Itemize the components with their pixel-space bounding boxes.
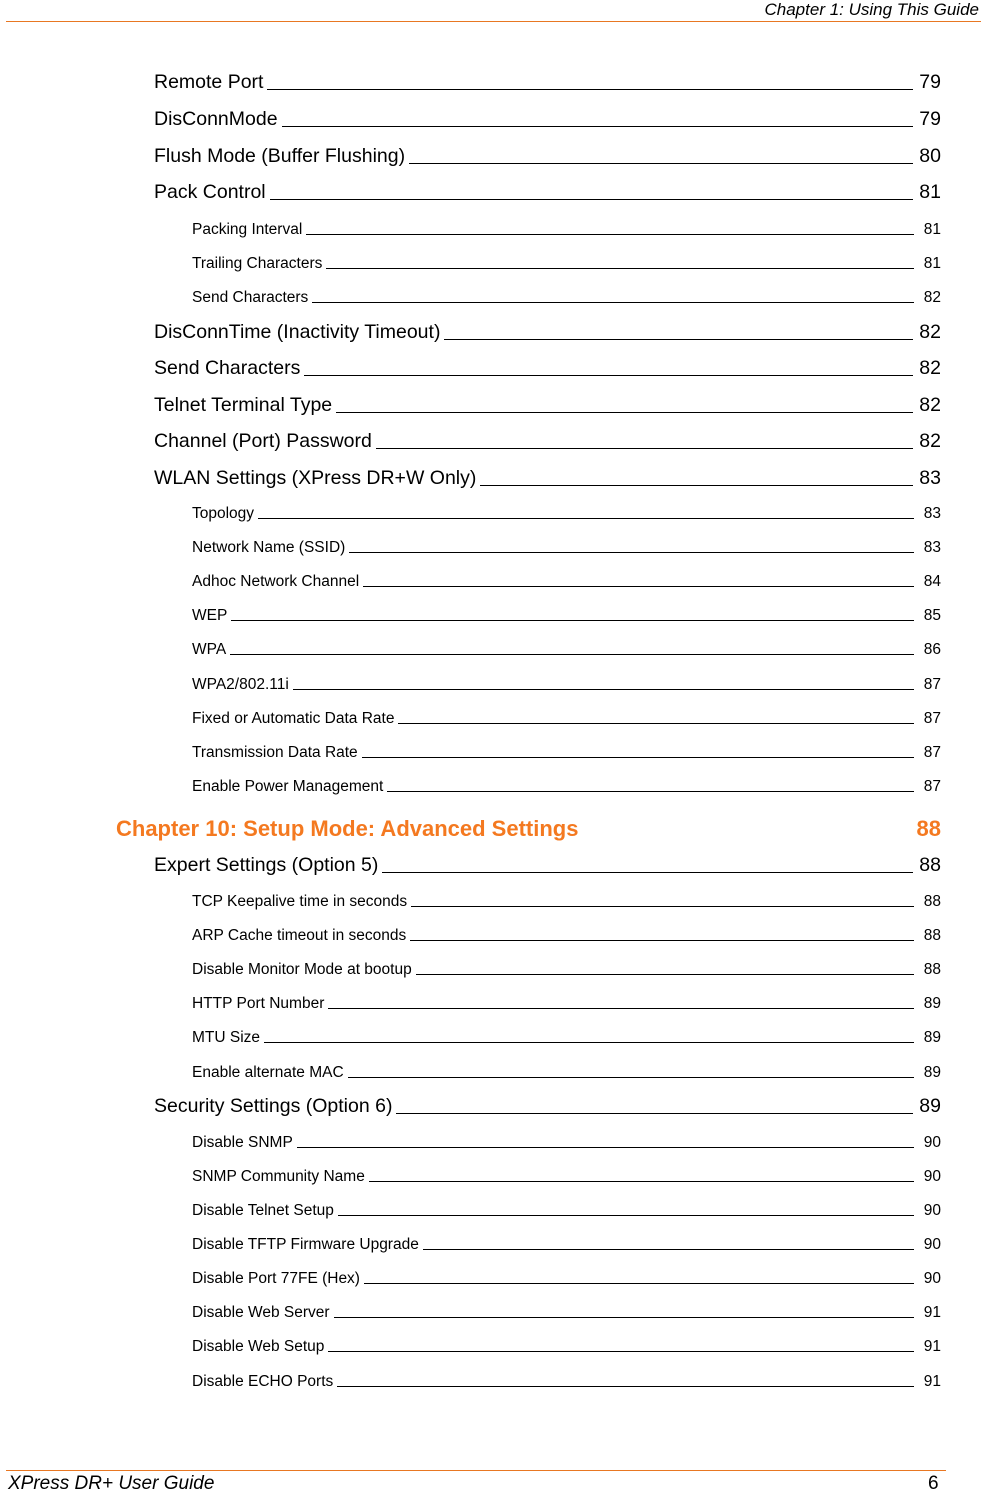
toc-leader-line — [336, 412, 913, 413]
toc-entry[interactable] — [154, 68, 941, 94]
toc-entry-title: Pack Control — [154, 181, 266, 203]
toc-page-number: 90 — [923, 1168, 941, 1185]
toc-leader-line — [297, 1147, 914, 1148]
toc-leader-line — [410, 940, 914, 941]
toc-entry[interactable] — [192, 1266, 941, 1288]
toc-entry-title: MTU Size — [192, 1029, 261, 1046]
toc-page-number: 87 — [923, 710, 941, 727]
toc-leader-line — [362, 757, 914, 758]
toc-entry-title: Disable Telnet Setup — [192, 1202, 334, 1219]
toc-entry-title: Disable ECHO Ports — [192, 1373, 334, 1390]
toc-entry-title: Disable Web Setup — [192, 1338, 325, 1355]
toc-leader-line — [416, 974, 914, 975]
toc-entry-title: WLAN Settings (XPress DR+W Only) — [154, 467, 477, 489]
toc-entry[interactable] — [192, 1164, 941, 1186]
toc-page-number: 90 — [923, 1134, 941, 1151]
page-header-title: Chapter 1: Using This Guide — [764, 0, 979, 19]
toc-entry-title: Adhoc Network Channel — [192, 573, 360, 590]
toc-page-number: 87 — [923, 676, 941, 693]
toc-entry-title: Disable TFTP Firmware Upgrade — [192, 1236, 419, 1253]
toc-leader-line — [230, 654, 914, 655]
toc-page-number: 90 — [923, 1236, 941, 1253]
toc-page-number: 89 — [919, 1095, 941, 1117]
toc-leader-line — [326, 268, 913, 269]
toc-entry[interactable] — [192, 1300, 941, 1322]
toc-page-number: 91 — [923, 1373, 941, 1390]
toc-page-number: 87 — [923, 778, 941, 795]
toc-entry[interactable] — [192, 774, 941, 796]
toc-entry-title: DisConnMode — [154, 108, 278, 130]
toc-leader-line — [328, 1008, 913, 1009]
toc-leader-line — [306, 234, 913, 235]
toc-leader-line — [267, 89, 913, 90]
toc-entry[interactable] — [192, 251, 941, 273]
toc-leader-line — [264, 1042, 914, 1043]
toc-page-number: 88 — [919, 854, 941, 876]
toc-leader-line — [282, 126, 914, 127]
toc-entry[interactable] — [154, 105, 941, 131]
toc-entry-title: Send Characters — [154, 357, 301, 379]
toc-page-number: 88 — [923, 927, 941, 944]
toc-entry[interactable] — [154, 391, 941, 417]
toc-page-number: 83 — [919, 467, 941, 489]
toc-leader-line — [396, 1113, 913, 1114]
toc-chapter-entry[interactable] — [116, 812, 941, 842]
toc-entry-title: Chapter 10: Setup Mode: Advanced Settings — [116, 816, 579, 841]
toc-page-number: 90 — [923, 1270, 941, 1287]
toc-page-number: 82 — [923, 289, 941, 306]
toc-entry-title: SNMP Community Name — [192, 1168, 365, 1185]
toc-page-number: 91 — [923, 1304, 941, 1321]
toc-entry[interactable] — [192, 1334, 941, 1356]
toc-entry[interactable] — [192, 285, 941, 307]
toc-entry[interactable] — [154, 464, 941, 490]
toc-leader-line — [411, 906, 914, 907]
toc-entry[interactable] — [192, 957, 941, 979]
toc-entry-title: HTTP Port Number — [192, 995, 325, 1012]
toc-entry-title: Packing Interval — [192, 221, 303, 238]
toc-leader-line — [480, 485, 913, 486]
toc-entry-title: Fixed or Automatic Data Rate — [192, 710, 395, 727]
toc-leader-line — [328, 1351, 913, 1352]
toc-page-number: 83 — [923, 505, 941, 522]
toc-page-number: 82 — [919, 430, 941, 452]
toc-leader-line — [387, 791, 913, 792]
toc-leader-line — [337, 1386, 913, 1387]
toc-entry[interactable] — [192, 535, 941, 557]
toc-entry-title: Disable Monitor Mode at bootup — [192, 961, 412, 978]
toc-entry[interactable] — [192, 637, 941, 659]
toc-leader-line — [293, 689, 914, 690]
toc-page-number: 85 — [923, 607, 941, 624]
toc-leader-line — [338, 1215, 914, 1216]
toc-leader-line — [349, 552, 913, 553]
toc-entry[interactable] — [192, 1369, 941, 1391]
toc-leader-line — [364, 1283, 914, 1284]
toc-entry[interactable] — [154, 354, 941, 380]
toc-entry[interactable] — [154, 851, 941, 877]
toc-leader-line — [258, 518, 914, 519]
toc-page-number: 82 — [919, 394, 941, 416]
toc-page-number: 82 — [919, 321, 941, 343]
toc-entry[interactable] — [192, 706, 941, 728]
toc-entry[interactable] — [192, 603, 941, 625]
toc-page-number: 79 — [919, 108, 941, 130]
toc-page-number: 88 — [923, 961, 941, 978]
toc-page-number: 88 — [916, 816, 941, 841]
toc-leader-line — [409, 163, 913, 164]
toc-entry-title: WPA — [192, 641, 227, 658]
toc-page-number: 81 — [923, 221, 941, 238]
toc-entry[interactable] — [192, 889, 941, 911]
toc-entry-title: Remote Port — [154, 71, 264, 93]
toc-entry-title: Trailing Characters — [192, 255, 323, 272]
toc-entry[interactable] — [192, 569, 941, 591]
toc-page-number: 83 — [923, 539, 941, 556]
toc-page-number: 90 — [923, 1202, 941, 1219]
toc-entry-title: Flush Mode (Buffer Flushing) — [154, 145, 406, 167]
toc-entry-title: Send Characters — [192, 289, 309, 306]
toc-page-number: 80 — [919, 145, 941, 167]
toc-entry[interactable] — [154, 142, 941, 168]
toc-entry[interactable] — [154, 1092, 941, 1118]
toc-entry[interactable] — [192, 991, 941, 1013]
toc-leader-line — [231, 620, 913, 621]
toc-entry-title: Transmission Data Rate — [192, 744, 358, 761]
toc-entry[interactable] — [192, 672, 941, 694]
toc-leader-line — [334, 1317, 914, 1318]
toc-entry-title: Telnet Terminal Type — [154, 394, 333, 416]
footer-page-number: 6 — [928, 1473, 939, 1494]
toc-entry[interactable] — [192, 1130, 941, 1152]
toc-leader-line — [312, 302, 913, 303]
toc-page-number: 82 — [919, 357, 941, 379]
toc-page-number: 87 — [923, 744, 941, 761]
toc-entry[interactable] — [192, 1025, 941, 1047]
toc-entry-title: Enable alternate MAC — [192, 1064, 344, 1081]
toc-entry-title: ARP Cache timeout in seconds — [192, 927, 407, 944]
toc-entry[interactable] — [192, 1198, 941, 1220]
toc-entry[interactable] — [192, 1060, 941, 1082]
toc-entry[interactable] — [154, 318, 941, 344]
footer-guide-title: XPress DR+ User Guide — [8, 1473, 215, 1494]
toc-entry[interactable] — [154, 178, 941, 204]
footer-divider — [6, 1470, 946, 1471]
toc-leader-line — [304, 375, 913, 376]
toc-page-number: 89 — [923, 1064, 941, 1081]
toc-page-number: 81 — [919, 181, 941, 203]
toc-entry-title: Expert Settings (Option 5) — [154, 854, 379, 876]
toc-page-number: 91 — [923, 1338, 941, 1355]
toc-entry-title: Topology — [192, 505, 255, 522]
toc-entry-title: Channel (Port) Password — [154, 430, 372, 452]
toc-entry-title: WEP — [192, 607, 228, 624]
toc-page-number: 84 — [923, 573, 941, 590]
toc-entry-title: Disable Port 77FE (Hex) — [192, 1270, 360, 1287]
toc-page-number: 89 — [923, 1029, 941, 1046]
toc-entry[interactable] — [192, 501, 941, 523]
toc-entry[interactable] — [192, 740, 941, 762]
toc-entry[interactable] — [192, 217, 941, 239]
toc-page-number: 81 — [923, 255, 941, 272]
toc-leader-line — [363, 586, 914, 587]
toc-entry-title: Network Name (SSID) — [192, 539, 346, 556]
toc-entry[interactable] — [154, 427, 941, 453]
toc-entry[interactable] — [192, 1232, 941, 1254]
toc-leader-line — [270, 199, 914, 200]
toc-entry-title: Disable SNMP — [192, 1134, 293, 1151]
toc-entry-title: Disable Web Server — [192, 1304, 330, 1321]
toc-entry-title: Enable Power Management — [192, 778, 384, 795]
toc-leader-line — [444, 339, 913, 340]
toc-entry-title: TCP Keepalive time in seconds — [192, 893, 408, 910]
toc-page-number: 89 — [923, 995, 941, 1012]
toc-leader-line — [348, 1077, 914, 1078]
toc-leader-line — [423, 1249, 914, 1250]
toc-leader-line — [382, 872, 913, 873]
toc-leader-line — [398, 723, 913, 724]
toc-leader-line — [369, 1181, 914, 1182]
toc-entry-title: Security Settings (Option 6) — [154, 1095, 393, 1117]
toc-page-number: 79 — [919, 71, 941, 93]
toc-entry[interactable] — [192, 923, 941, 945]
toc-entry-title: WPA2/802.11i — [192, 676, 289, 693]
toc-page-number: 88 — [923, 893, 941, 910]
toc-page-number: 86 — [923, 641, 941, 658]
toc-entry-title: DisConnTime (Inactivity Timeout) — [154, 321, 441, 343]
toc-leader-line — [376, 448, 913, 449]
